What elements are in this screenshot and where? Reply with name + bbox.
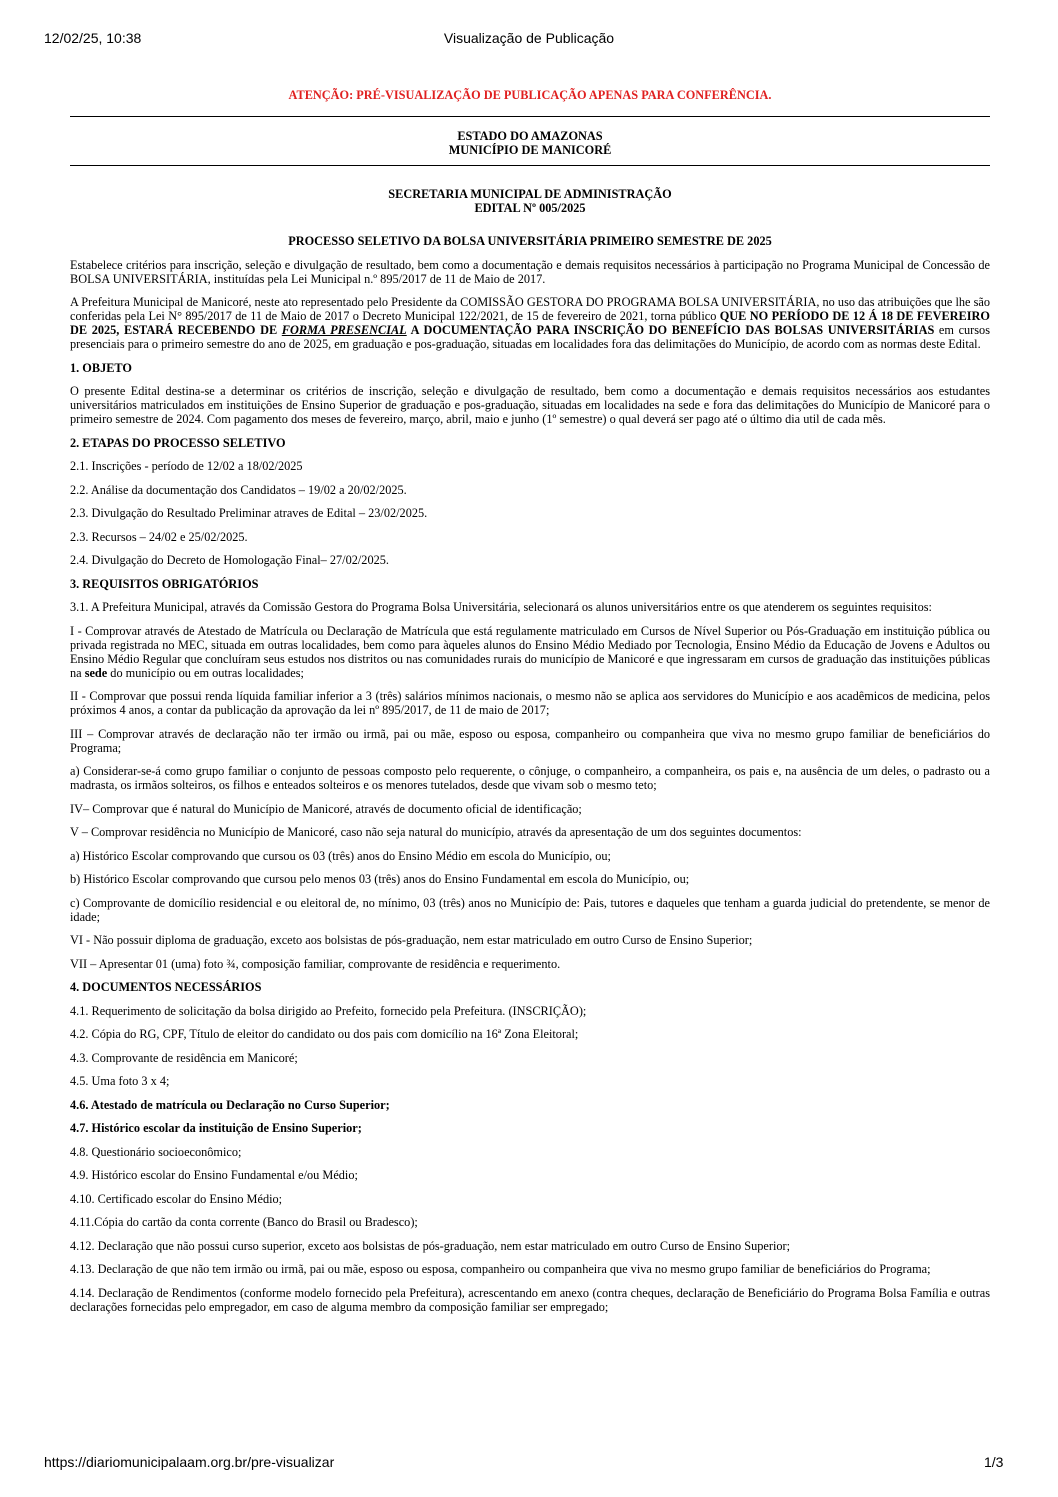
list-item: 2.4. Divulgação do Decreto de Homologação Final– 27/02/2025.: [70, 553, 389, 567]
section-heading-etapas: 2. ETAPAS DO PROCESSO SELETIVO: [70, 435, 286, 450]
requisito-iv: IV– Comprovar que é natural do Município de Manicoré, através de documento oficial de identificação;: [70, 801, 582, 816]
list-item: 2.1. Inscrições - período de 12/02 a 18/02/2025: [70, 459, 303, 473]
process-title: PROCESSO SELETIVO DA BOLSA UNIVERSITÁRIA PRIMEIRO SEMESTRE DE 2025: [288, 234, 772, 248]
objeto-text: O presente Edital destina-se a determinar os critérios de inscrição, seleção e divulgação de resultado, bem como a documentação e demais requisitos necessários aos estudantes universitários matriculados em instituições de Ensino Superior de graduação e pos-graduação, situadas em localidades na sede e fora das delimitações do Município de Manicoré para o primeiro semestre de 2024. Com pagamento dos meses de fevereiro, março, abril, maio e junho (1º semestre) o qual deverá ser pago até o último dia util de cada mês.: [70, 384, 990, 426]
document-list-item: 4.9. Histórico escolar do Ensino Fundamental e/ou Médio;: [70, 1168, 358, 1182]
document-list-item: 4.12. Declaração que não possui curso superior, exceto aos bolsistas de pós-graduação, nem estar matriculado em outro Curso de Ensino Superior;: [70, 1238, 791, 1253]
print-page-title: Visualização de Publicação: [443, 30, 615, 46]
documents-list: [70, 1004, 990, 1314]
announcement-paragraph: A Prefeitura Municipal de Manicoré, neste ato representado pelo Presidente da COMISSÃO GESTORA DO PROGRAMA BOLSA UNIVERSITÁRIA, no uso das atribuições que lhe são conferidas pela Lei N° 895/2017 de 11 de Maio de 2017 o Decreto Municipal 122/2021, de 15 de fevereiro de 2021, torna público QUE NO PERÍODO DE 12 Á 18 DE FEVEREIRO DE 2025, ESTARÁ RECEBENDO DE FORMA PRESENCIAL A DOCUMENTAÇÃO PARA INSCRIÇÃO DO BENEFÍCIO DAS BOLSAS UNIVERSITÁRIAS em cursos presenciais para o primeiro semestre do ano de 2025, em graduação e pos-graduação, situadas em localidades fora das delimitações do Município, de acordo com as normas deste Edital.: [70, 295, 990, 351]
requisito-v: V – Comprovar residência no Município de Manicoré, caso não seja natural do município, através da apresentação de um dos seguintes documentos:: [70, 825, 802, 839]
list-item: 2.3. Divulgação do Resultado Preliminar atraves de Edital – 23/02/2025.: [70, 506, 428, 520]
document-list-item: 4.13. Declaração de que não tem irmão ou irmã, pai ou mãe, esposo ou esposa, companheiro ou companheira que viva no mesmo grupo familiar de beneficiários do Programa;: [70, 1262, 931, 1276]
requisito-vii: VII – Apresentar 01 (uma) foto ¾, composição familiar, comprovante de residência e requerimento.: [70, 956, 561, 971]
print-datetime: 12/02/25, 10:38: [44, 30, 142, 46]
section-heading-objeto: 1. OBJETO: [70, 360, 132, 375]
document-list-item: 4.6. Atestado de matrícula ou Declaração no Curso Superior;: [70, 1097, 390, 1112]
document-list-item: 4.8. Questionário socioeconômico;: [70, 1144, 242, 1159]
list-item: 2.2. Análise da documentação dos Candidatos – 19/02 a 20/02/2025.: [70, 482, 407, 497]
divider-top: [70, 116, 990, 117]
requisito-v-b: b) Histórico Escolar comprovando que cursou pelo menos 03 (três) anos do Ensino Fundamental em escola do Município, ou;: [70, 872, 690, 886]
document-list-item: 4.14. Declaração de Rendimentos (conforme modelo fornecido pela Prefeitura), acrescentando em anexo (contra cheques, declaração de Beneficiário do Programa Bolsa Família e outras declarações fornecidas pelo empregador, em caso de alguma membro da composição familiar ser empregado;: [70, 1285, 990, 1314]
document-body: [70, 88, 990, 1314]
document-list-item: 4.2. Cópia do RG, CPF, Título de eleitor do candidato ou dos pais com domicílio na 16ª Zona Eleitoral;: [70, 1027, 579, 1041]
list-item: 2.3. Recursos – 24/02 e 25/02/2025.: [70, 529, 248, 544]
requisito-i: I - Comprovar através de Atestado de Matrícula ou Declaração de Matrícula que está regulamente matriculado em Cursos de Nível Superior ou Pós-Graduação em instituição pública ou privada registrada no MEC, situada em outras localidades, bem como para àqueles alunos do Ensino Médio Mediado por Tecnologia, Ensino Médio da Educação de Jovens e Adultos ou Ensino Médio Regular que concluíram seus estudos nos distritos ou nas comunidades rurais do município de Manicoré e que ingressaram em cursos de graduação das instituições públicas na sede do município ou em outras localidades;: [70, 623, 991, 680]
document-list-item: 4.7. Histórico escolar da instituição de Ensino Superior;: [70, 1121, 362, 1135]
secretaria-title: SECRETARIA MUNICIPAL DE ADMINISTRAÇÃO: [388, 187, 672, 201]
document-list-item: 4.10. Certificado escolar do Ensino Médio;: [70, 1191, 283, 1206]
requisito-v-c: c) Comprovante de domicílio residencial e ou eleitoral de, no mínimo, 03 (três) anos no Município de: Pais, tutores e daqueles que tenham a guarda judicial do pretendente, se menor de idade;: [70, 895, 990, 924]
section-heading-requisitos: 3. REQUISITOS OBRIGATÓRIOS: [70, 576, 259, 591]
requisito-ii: II - Comprovar que possui renda líquida familiar inferior a 3 (três) salários mínimos nacionais, o mesmo não se aplica aos servidores do Município e aos acadêmicos de medicina, pelos próximos 4 anos, a contar da publicação da aprovação da lei nº 895/2017, de 11 de maio de 2017;: [70, 689, 990, 717]
state-name: ESTADO DO AMAZONAS: [457, 129, 603, 143]
edital-number: EDITAL Nº 005/2025: [474, 201, 586, 215]
requisitos-intro: 3.1. A Prefeitura Municipal, através da Comissão Gestora do Programa Bolsa Universitária, selecionará os alunos universitários entre os que atenderem os seguintes requisitos:: [70, 600, 932, 614]
requisito-iii: III – Comprovar através de declaração não ter irmão ou irmã, pai ou mãe, esposo ou esposa, companheiro ou companheira que viva no mesmo grupo familiar de beneficiários do Programa;: [70, 726, 990, 755]
divider-bottom: [70, 165, 990, 166]
document-list-item: 4.3. Comprovante de residência em Manicoré;: [70, 1050, 298, 1065]
document-list-item: 4.1. Requerimento de solicitação da bolsa dirigido ao Prefeito, fornecido pela Prefeitura. (INSCRIÇÃO);: [70, 1003, 587, 1018]
preview-warning: ATENÇÃO: PRÉ-VISUALIZAÇÃO DE PUBLICAÇÃO APENAS PARA CONFERÊNCIA.: [288, 88, 772, 102]
section-heading-documentos: 4. DOCUMENTOS NECESSÁRIOS: [70, 980, 262, 994]
print-url: https://diariomunicipalaam.org.br/pre-visualizar: [44, 1454, 335, 1470]
requisito-v-a: a) Histórico Escolar comprovando que cursou os 03 (três) anos do Ensino Médio em escola do Município, ou;: [70, 848, 611, 863]
print-page-number: 1/3: [984, 1454, 1004, 1470]
intro-paragraph: Estabelece critérios para inscrição, seleção e divulgação de resultado, bem como a documentação e demais requisitos necessários à participação no Programa Municipal de Concessão de BOLSA UNIVERSITÁRIA, instituídas pela Lei Municipal n.º 895/2017 de 11 de Maio de 2017.: [70, 257, 990, 286]
document-list-item: 4.11.Cópia do cartão da conta corrente (Banco do Brasil ou Bradesco);: [70, 1215, 418, 1229]
municipality-name: MUNICÍPIO DE MANICORÉ: [448, 143, 612, 157]
requisito-vi: VI - Não possuir diploma de graduação, exceto aos bolsistas de pós-graduação, nem estar matriculado em outro Curso de Ensino Superior;: [70, 933, 753, 947]
requisito-iii-a: a) Considerar-se-á como grupo familiar o conjunto de pessoas composto pelo requerente, o cônjuge, o companheiro, a companheira, os pais e, na ausência de um deles, o padrasto ou a madrasta, os irmãos solteiros, os filhos e enteados solteiros e os menores tutelados, desde que vivam sob o mesmo teto;: [70, 764, 990, 792]
document-list-item: 4.5. Uma foto 3 x 4;: [70, 1074, 170, 1088]
